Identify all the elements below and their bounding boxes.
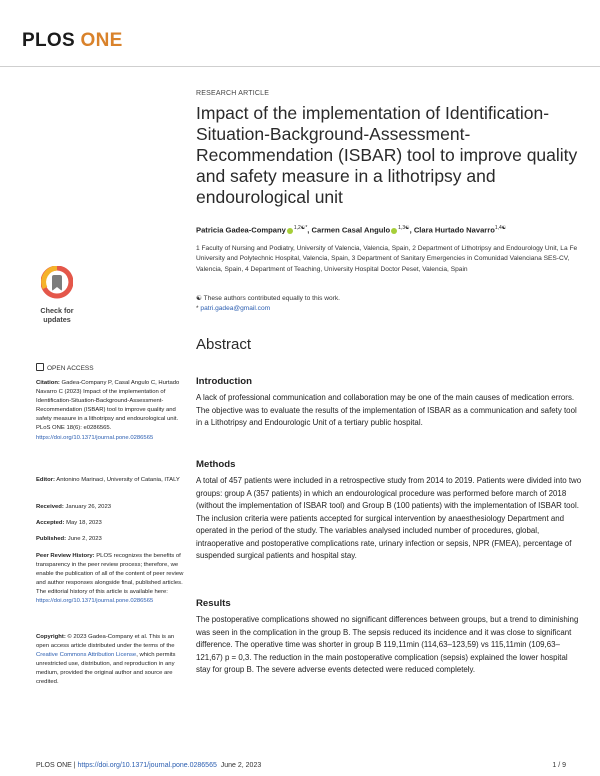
citation-label: Citation: (36, 380, 60, 386)
results-text: The postoperative complications showed no significant differences between groups, but a trend to diminishing was seen in the complication in the group B. The sepsis reduced its incidence and it was close to significant difference. The operative time was shorter in group B 119,11min (114,63–123,59) vs 115,11min (109,63–121,67) p = 0,3. The reduction in the main postoperative complication (sepsis) explained the lower hospital stay for group B. The severe adverse events detected were reduced completely. (196, 615, 579, 674)
author-name[interactable]: Patricia Gadea-Company (196, 225, 286, 235)
equal-contribution-note: ☯ These authors contributed equally to this work. (196, 295, 340, 302)
published-block (36, 535, 186, 544)
accepted-block (36, 519, 186, 528)
peer-review-label: Peer Review History: (36, 553, 95, 559)
contribution-notes (196, 294, 586, 315)
corresponding-email-line (196, 304, 586, 314)
check-updates-label: Check for updates (40, 306, 74, 324)
corresponding-marker: * (196, 305, 201, 313)
orcid-icon[interactable] (391, 228, 397, 234)
published-date: June 2, 2023 (67, 536, 102, 542)
peer-review-doi-link[interactable]: https://doi.org/10.1371/journal.pone.0286565 (36, 598, 154, 605)
introduction-text: A lack of professional communication and collaboration may be one of the main causes of medication errors. The objective was to evaluate the results of the implementation of ISBAR as a communication and safety tool in a Lithotripsy and Endourologic Unit of a tertiary public hospital. (196, 393, 577, 427)
methods-text: A total of 457 patients were included in a retrospective study from 2014 to 2019. Patients were divided into two groups: group A (357 patients) in which an endourological procedure was performed before march of 2018 (without the implementation of ISBAR tool) and Group B (100 patients) with the implementation of ISBAR tool. The inclusion criteria were patients accepted for surgical intervention by anaesthesiology Department and operated in the period of the study. The variables analysed included number of procedures, global, intraoperative and postoperative complications rate, urinary infection or sepsis, NPR (FMEA), percentage of suspended surgical patients and hospital stay. (196, 476, 582, 560)
methods-heading: Methods (196, 459, 236, 470)
editor-label: Editor: (36, 477, 55, 483)
copyright-label: Copyright: (36, 634, 66, 640)
accepted-date: May 18, 2023 (66, 520, 102, 526)
page-footer (36, 762, 261, 769)
author-name[interactable]: Carmen Casal Angulo (311, 225, 391, 235)
author-name[interactable]: Clara Hurtado Navarro (413, 225, 495, 235)
page-number: 1 / 9 (552, 762, 566, 769)
journal-logo (22, 30, 123, 52)
author-affil-marks: 1,4☯ (494, 225, 507, 231)
author-affil-marks: 1,2☯* (293, 225, 308, 231)
footer-date: June 2, 2023 (220, 762, 262, 769)
copyright-block (36, 633, 186, 688)
received-label: Received: (36, 504, 64, 510)
abstract-heading: Abstract (196, 336, 252, 353)
introduction-heading: Introduction (196, 376, 252, 387)
check-for-updates-badge[interactable] (36, 266, 78, 324)
accepted-label: Accepted: (36, 520, 65, 526)
peer-review-text: PLOS recognizes the benefits of transparency in the peer review process; therefore, we enable the publication of all of the content of peer review and author responses alongside final, published articles. The editorial history of this article is available here: (36, 553, 184, 596)
citation-block (36, 379, 186, 443)
received-block (36, 503, 186, 512)
article-title: Impact of the implementation of Identification-Situation-Background-Assessment-Recommendation (ISBAR) tool to improve quality and safety measure in a lithotripsy and endourological unit (196, 103, 578, 207)
footer-separator: | (71, 762, 78, 769)
open-access-label: OPEN ACCESS (47, 365, 94, 372)
citation-doi-link[interactable]: https://doi.org/10.1371/journal.pone.0286565 (36, 434, 154, 441)
editor-block (36, 476, 186, 485)
cc-license-link[interactable]: Creative Commons Attribution License (36, 652, 137, 659)
corresponding-email-link[interactable]: patri.gadea@gmail.com (200, 305, 271, 313)
open-access-badge (36, 362, 94, 372)
footer-journal: PLOS ONE (36, 762, 72, 769)
published-label: Published: (36, 536, 67, 542)
results-heading: Results (196, 598, 231, 609)
logo-plos: PLOS (22, 30, 75, 51)
author-list: Patricia Gadea-Company $^{1,2☯*}$, Carmen Casal Angulo $^{1,3☯}$, Clara Hurtado Navarro$^{1,4☯}$ (196, 225, 507, 235)
author-affil-marks: 1,3☯ (398, 225, 410, 231)
received-date: January 26, 2023 (65, 504, 112, 510)
lock-open-icon (36, 363, 44, 371)
affiliations: 1 Faculty of Nursing and Podiatry, University of Valencia, Valencia, Spain, 2 Department of Lithotripsy and Endourology Unit, La Fe University and Polytechnic Hospital, Valencia, Spain, 3 Department of Sanitary Emergencies in Comunidad Valenciana SES-CV, Valencia, Spain, 4 Department of Teaching, University Hospital Doctor Peset, Valencia, Spain (196, 245, 578, 273)
copyright-text-1: © 2023 Gadea-Company et al. This is an open access article distributed under the terms of the (36, 634, 175, 650)
editor-text: Antonino Marinaci, University of Catania, ITALY (56, 477, 180, 483)
peer-review-block (36, 552, 186, 607)
citation-text: Gadea-Company P, Casal Angulo C, Hurtado Navarro C (2023) Impact of the implementation of Identification-Situation-Background-Assessment-Recommendation (ISBAR) tool to improve quality and safety measure in a lithotripsy and endourological unit. PLoS ONE 18(6): e0286565. (36, 380, 180, 432)
orcid-icon[interactable] (287, 228, 293, 234)
check-updates-icon (41, 266, 73, 300)
copyright-text-2: , which permits unrestricted use, distribution, and reproduction in any medium, provided the original author and source are credited. (36, 652, 176, 686)
logo-one: ONE (80, 30, 123, 51)
footer-doi-link[interactable]: https://doi.org/10.1371/journal.pone.0286565 (77, 762, 217, 769)
article-type-label: RESEARCH ARTICLE (196, 90, 270, 97)
header-divider (0, 66, 600, 67)
